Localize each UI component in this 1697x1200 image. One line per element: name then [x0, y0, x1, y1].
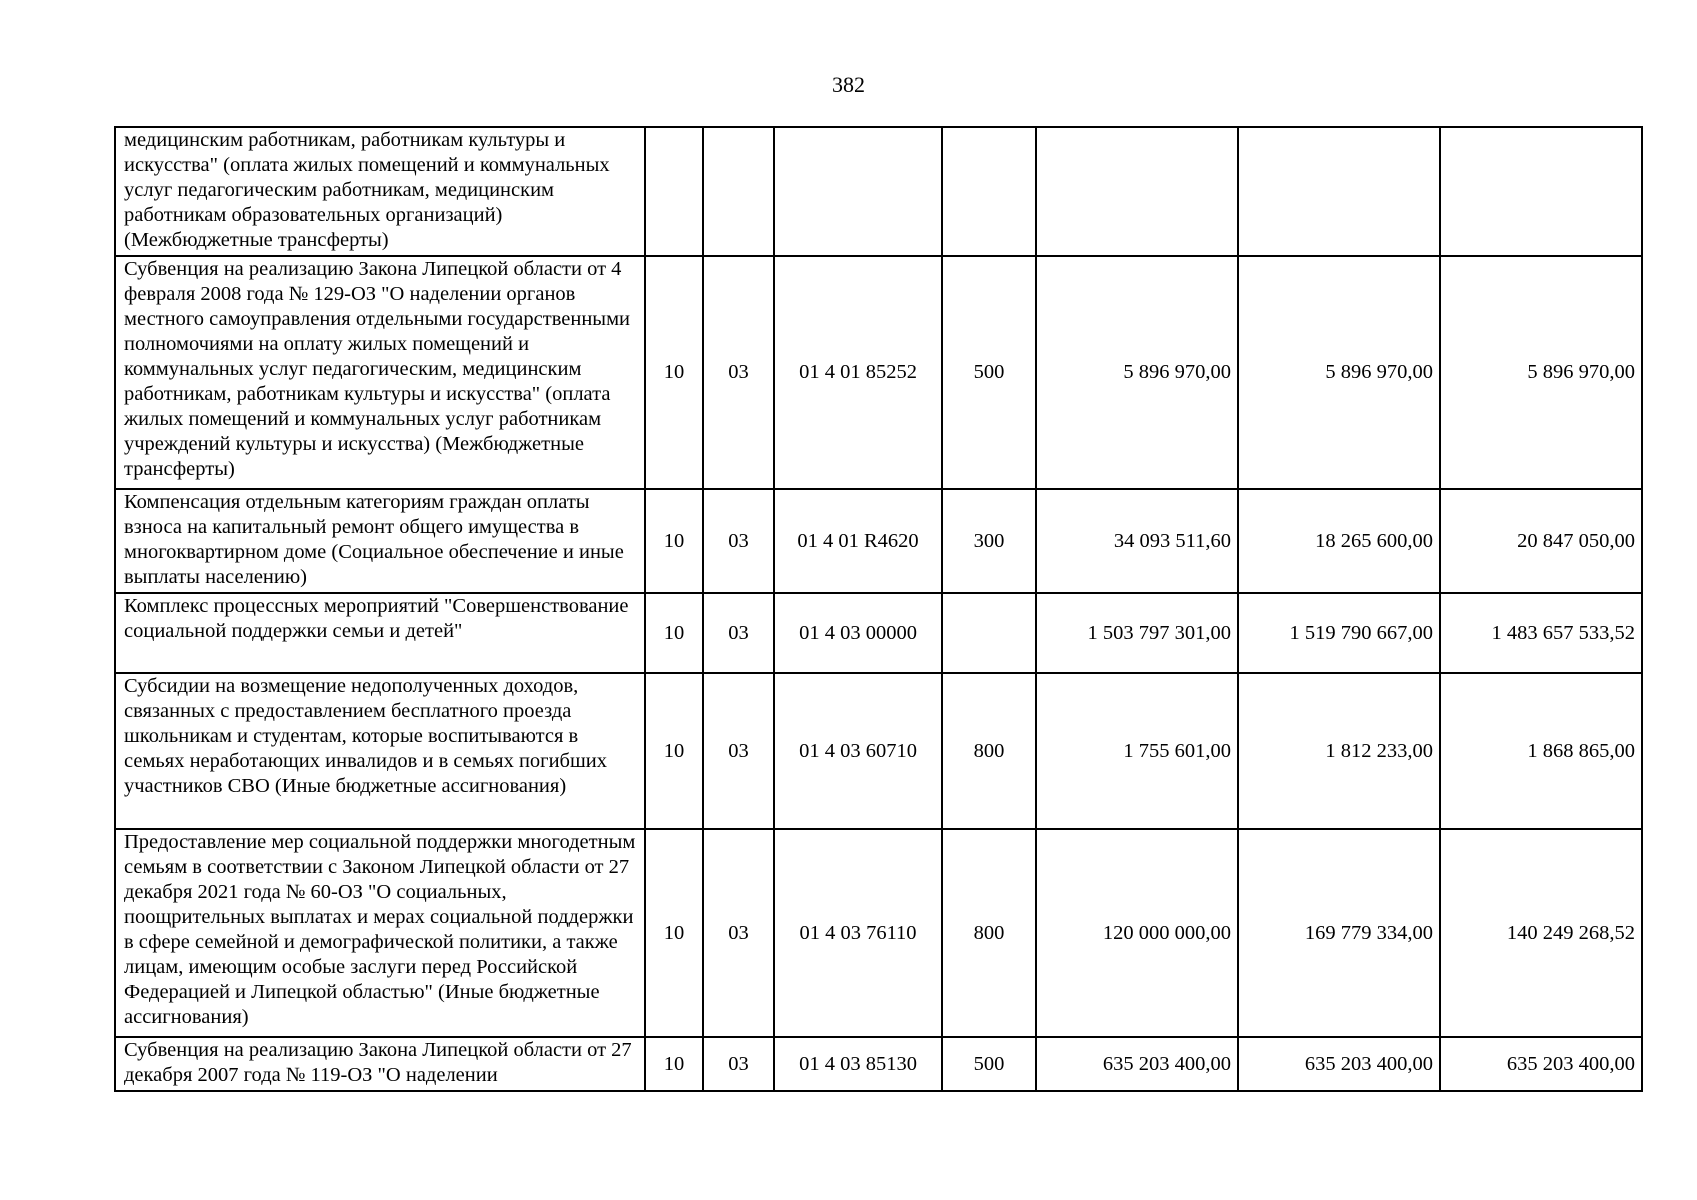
section-cell — [645, 127, 703, 256]
amount-1-cell — [1036, 127, 1238, 256]
expense-type-cell: 500 — [942, 1037, 1036, 1091]
amount-1-cell: 1 503 797 301,00 — [1036, 593, 1238, 673]
amount-3-cell: 5 896 970,00 — [1440, 256, 1642, 489]
amount-3-cell — [1440, 127, 1642, 256]
table-row — [115, 593, 1642, 673]
amount-3-cell: 1 483 657 533,52 — [1440, 593, 1642, 673]
target-article-cell — [774, 127, 942, 256]
subsection-cell: 03 — [703, 593, 774, 673]
target-article-cell: 01 4 03 76110 — [774, 829, 942, 1037]
table-row — [115, 673, 1642, 829]
section-cell: 10 — [645, 489, 703, 593]
amount-2-cell: 18 265 600,00 — [1238, 489, 1440, 593]
target-article-cell: 01 4 01 85252 — [774, 256, 942, 489]
table-row — [115, 127, 1642, 256]
amount-3-cell: 20 847 050,00 — [1440, 489, 1642, 593]
section-cell: 10 — [645, 1037, 703, 1091]
table-row — [115, 256, 1642, 489]
description-cell: Компенсация отдельным категориям граждан оплаты взноса на капитальный ремонт общего имущества в многоквартирном доме (Социальное обеспечение и иные выплаты населению) — [115, 489, 645, 593]
description-cell: Комплекс процессных мероприятий "Совершенствование социальной поддержки семьи и детей" — [115, 593, 645, 673]
table-row — [115, 489, 1642, 593]
subsection-cell — [703, 127, 774, 256]
section-cell: 10 — [645, 829, 703, 1037]
amount-2-cell: 169 779 334,00 — [1238, 829, 1440, 1037]
amount-2-cell — [1238, 127, 1440, 256]
amount-1-cell: 5 896 970,00 — [1036, 256, 1238, 489]
amount-2-cell: 5 896 970,00 — [1238, 256, 1440, 489]
subsection-cell: 03 — [703, 673, 774, 829]
amount-3-cell: 635 203 400,00 — [1440, 1037, 1642, 1091]
section-cell: 10 — [645, 673, 703, 829]
amount-3-cell: 1 868 865,00 — [1440, 673, 1642, 829]
subsection-cell: 03 — [703, 1037, 774, 1091]
table-row — [115, 1037, 1642, 1091]
budget-table — [114, 126, 1643, 1092]
amount-2-cell: 1 812 233,00 — [1238, 673, 1440, 829]
section-cell: 10 — [645, 593, 703, 673]
amount-2-cell: 1 519 790 667,00 — [1238, 593, 1440, 673]
description-cell: Субвенция на реализацию Закона Липецкой области от 27 декабря 2007 года № 119-ОЗ "О наделении — [115, 1037, 645, 1091]
table-row — [115, 829, 1642, 1037]
subsection-cell: 03 — [703, 829, 774, 1037]
expense-type-cell: 300 — [942, 489, 1036, 593]
expense-type-cell: 800 — [942, 829, 1036, 1037]
expense-type-cell: 800 — [942, 673, 1036, 829]
amount-1-cell: 34 093 511,60 — [1036, 489, 1238, 593]
expense-type-cell: 500 — [942, 256, 1036, 489]
section-cell: 10 — [645, 256, 703, 489]
amount-1-cell: 1 755 601,00 — [1036, 673, 1238, 829]
amount-1-cell: 120 000 000,00 — [1036, 829, 1238, 1037]
target-article-cell: 01 4 03 85130 — [774, 1037, 942, 1091]
description-cell: медицинским работникам, работникам культуры и искусства" (оплата жилых помещений и коммунальных услуг педагогическим работникам, медицинским работникам образовательных организаций) (Межбюджетные трансферты) — [115, 127, 645, 256]
expense-type-cell — [942, 127, 1036, 256]
target-article-cell: 01 4 03 00000 — [774, 593, 942, 673]
description-cell: Субвенция на реализацию Закона Липецкой области от 4 февраля 2008 года № 129-ОЗ "О наделении органов местного самоуправления отдельными государственными полномочиями на оплату жилых помещений и коммунальных услуг педагогическим, медицинским работникам, работникам культуры и искусства" (оплата жилых помещений и коммунальных услуг работникам учреждений культуры и искусства) (Межбюджетные трансферты) — [115, 256, 645, 489]
table-body — [115, 127, 1642, 1091]
page-number: 382 — [832, 72, 865, 97]
subsection-cell: 03 — [703, 489, 774, 593]
amount-1-cell: 635 203 400,00 — [1036, 1037, 1238, 1091]
target-article-cell: 01 4 03 60710 — [774, 673, 942, 829]
subsection-cell: 03 — [703, 256, 774, 489]
amount-2-cell: 635 203 400,00 — [1238, 1037, 1440, 1091]
description-cell: Предоставление мер социальной поддержки многодетным семьям в соответствии с Законом Липецкой области от 27 декабря 2021 года № 60-ОЗ "О социальных, поощрительных выплатах и мерах социальной поддержки в сфере семейной и демографической политики, а также лицам, имеющим особые заслуги перед Российской Федерацией и Липецкой областью" (Иные бюджетные ассигнования) — [115, 829, 645, 1037]
target-article-cell: 01 4 01 R4620 — [774, 489, 942, 593]
description-cell: Субсидии на возмещение недополученных доходов, связанных с предоставлением бесплатного проезда школьникам и студентам, которые воспитываются в семьях неработающих инвалидов и в семьях погибших участников СВО (Иные бюджетные ассигнования) — [115, 673, 645, 829]
expense-type-cell — [942, 593, 1036, 673]
amount-3-cell: 140 249 268,52 — [1440, 829, 1642, 1037]
